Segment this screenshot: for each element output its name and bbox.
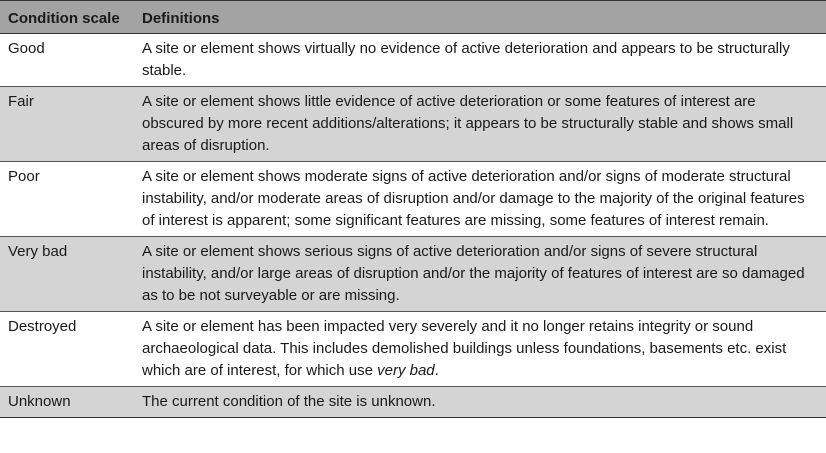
condition-scale-cell: Very bad <box>0 237 134 312</box>
header-condition-scale: Condition scale <box>0 1 134 34</box>
header-definitions: Definitions <box>134 1 826 34</box>
table-row <box>0 34 826 87</box>
condition-scale-cell: Fair <box>0 87 134 162</box>
definition-end-text: . <box>434 362 439 379</box>
table-row <box>0 312 826 387</box>
header-row <box>0 1 826 34</box>
table-row <box>0 387 826 418</box>
condition-scale-cell: Poor <box>0 162 134 237</box>
definition-cell: A site or element shows little evidence of active deterioration or some features of interest are obscured by more recent additions/alterations; it appears to be structurally stable and shows small areas of disruption. <box>134 87 826 162</box>
definition-text: A site or element has been impacted very severely and it no longer retains integrity or sound archaeological data. This includes demolished buildings unless foundations, basements etc. exist which are of interest, for which use <box>142 318 787 379</box>
definition-cell: A site or element shows serious signs of active deterioration and/or signs of severe structural instability, and/or large areas of disruption and/or the majority of features of interest are so damaged as to be not surveyable or are missing. <box>134 237 826 312</box>
definition-cell: A site or element shows virtually no evidence of active deterioration and appears to be structurally stable. <box>134 34 826 87</box>
definition-italic-text: very bad <box>377 362 435 379</box>
definition-cell: A site or element shows moderate signs of active deterioration and/or signs of moderate structural instability, and/or moderate areas of disruption and/or damage to the majority of the original features of interest is apparent; some significant features are missing, some features of interest remain. <box>134 162 826 237</box>
table-row <box>0 237 826 312</box>
condition-scale-cell: Destroyed <box>0 312 134 387</box>
definition-cell <box>134 312 826 387</box>
table-row <box>0 162 826 237</box>
table-row <box>0 87 826 162</box>
definition-cell: The current condition of the site is unknown. <box>134 387 826 418</box>
condition-scale-cell: Unknown <box>0 387 134 418</box>
condition-scale-cell: Good <box>0 34 134 87</box>
